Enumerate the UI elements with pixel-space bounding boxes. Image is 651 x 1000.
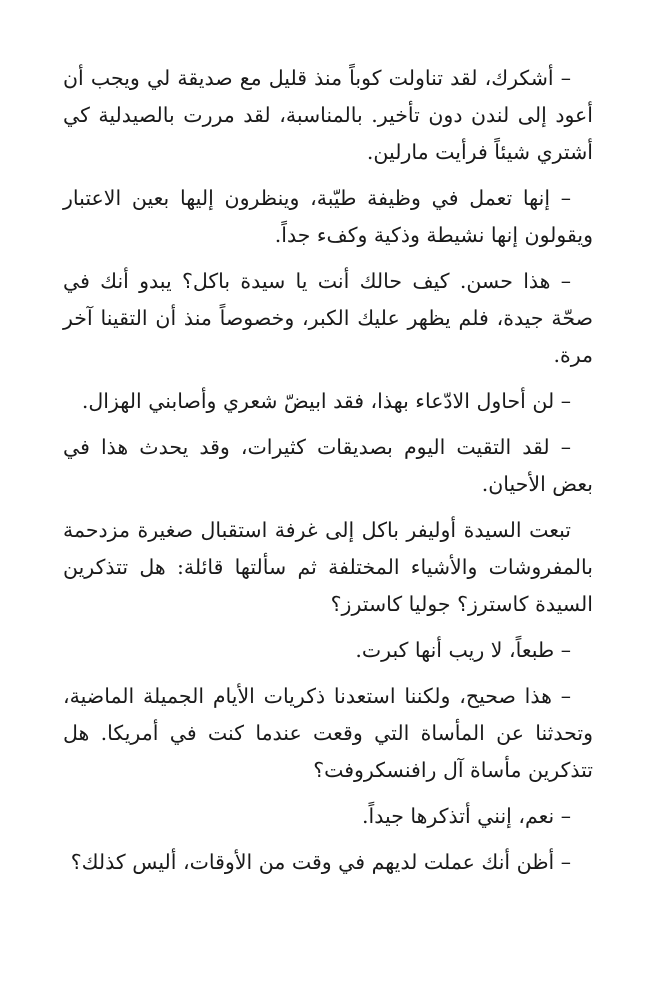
paragraph-7: – طبعاً، لا ريب أنها كبرت. (355, 638, 571, 662)
paragraph-4: – لن أحاول الادّعاء بهذا، فقد ابيضّ شعري وأصابني الهزال. (81, 389, 571, 413)
paragraph-1: – أشكرك، لقد تناولت كوباً منذ قليل مع صديقة لي ويجب أن أعود إلى لندن دون تأخير. بالمناسبة، لقد مررت بالصيدلية كي أشتري شيئاً فرأيت مارلين. (63, 66, 593, 164)
paragraph-9: – نعم، إنني أتذكرها جيداً. (362, 804, 571, 828)
book-page (63, 60, 593, 890)
paragraph-8: – هذا صحيح، ولكننا استعدنا ذكريات الأيام الجميلة الماضية، وتحدثنا عن المأساة التي وقعت عندما كنت في أمريكا. هل تتذكرين مأساة آل رافنسكروفت؟ (63, 684, 593, 782)
paragraph-10: – أظن أنك عملت لديهم في وقت من الأوقات، أليس كذلك؟ (70, 850, 571, 874)
paragraph-6: تبعت السيدة أوليفر باكل إلى غرفة استقبال صغيرة مزدحمة بالمفروشات والأشياء المختلفة ثم سألتها قائلة: هل تتذكرين السيدة كاسترز؟ جوليا كاسترز؟ (63, 518, 593, 616)
paragraph-3: – هذا حسن. كيف حالك أنت يا سيدة باكل؟ يبدو أنك في صحّة جيدة، فلم يظهر عليك الكبر، وخصوصاً منذ أن التقينا آخر مرة. (63, 269, 593, 367)
paragraph-2: – إنها تعمل في وظيفة طيّبة، وينظرون إليها بعين الاعتبار ويقولون إنها نشيطة وذكية وكفء جداً. (63, 186, 593, 247)
paragraph-5: – لقد التقيت اليوم بصديقات كثيرات، وقد يحدث هذا في بعض الأحيان. (63, 435, 593, 496)
